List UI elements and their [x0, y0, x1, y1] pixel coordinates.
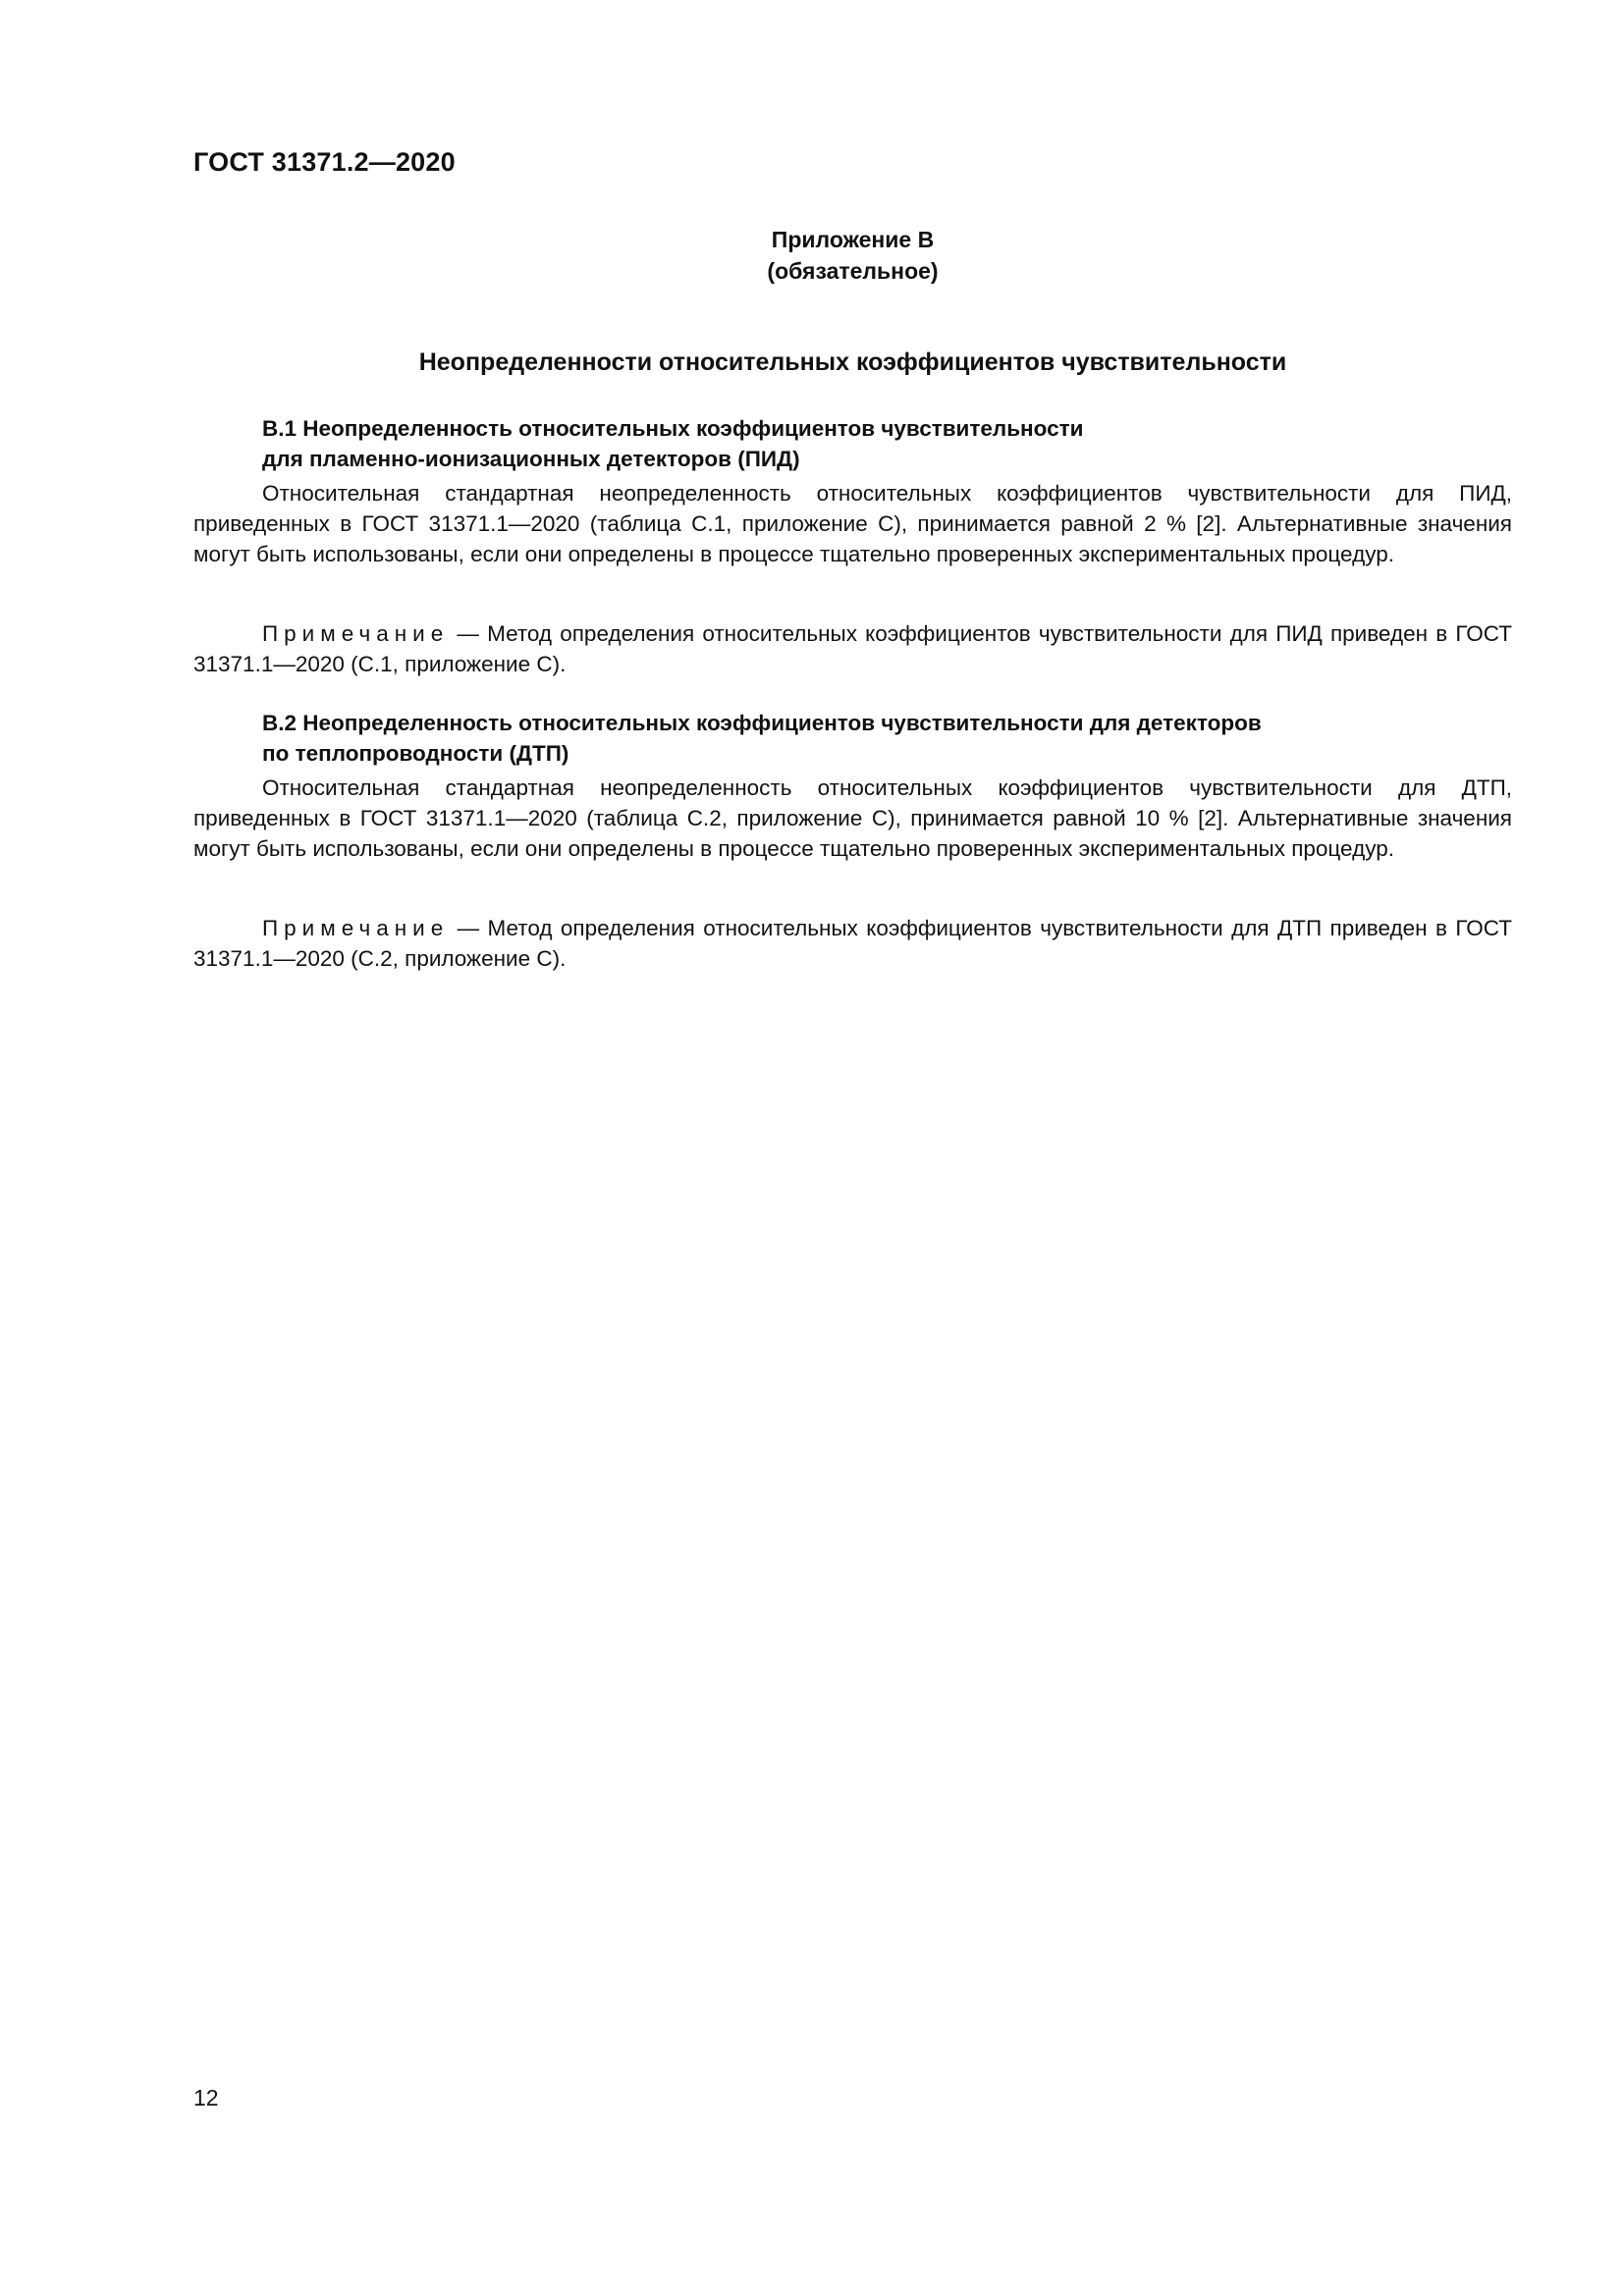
note-body: — Метод определения относительных коэффициентов чувствительности для ДТП приведен в ГОСТ 31371.1—2020 (С.2, приложение С). [193, 916, 1512, 971]
annex-status: (обязательное) [767, 258, 939, 284]
annex-title: Неопределенности относительных коэффициентов чувствительности [418, 348, 1287, 376]
section-paragraph [193, 773, 1512, 864]
section-note [193, 913, 1512, 974]
paragraph-text: Относительная стандартная неопределенность относительных коэффициентов чувствительности для ДТП, приведенных в ГОСТ 31371.1—2020 (таблица С.2, приложение С), принимается равной 10 % [2]. Альтернативные значения могут быть использованы, если они определены в процессе тщательно проверенных экспериментальных процедур. [193, 775, 1512, 861]
note-label: Примечание [262, 916, 450, 940]
section-note [193, 618, 1512, 679]
note-text [193, 618, 1512, 679]
note-body: — Метод определения относительных коэффициентов чувствительности для ПИД приведен в ГОСТ 31371.1—2020 (С.1, приложение С). [193, 621, 1512, 676]
section-heading-line: В.2 Неопределенность относительных коэффициентов чувствительности для детекторов [262, 711, 1262, 735]
section-heading-line: В.1 Неопределенность относительных коэффициентов чувствительности [262, 416, 1084, 441]
document-id: ГОСТ 31371.2—2020 [193, 147, 456, 177]
note-label: Примечание [262, 621, 450, 646]
annex-label: Приложение В [771, 227, 935, 252]
section-paragraph [193, 478, 1512, 569]
paragraph-text: Относительная стандартная неопределенность относительных коэффициентов чувствительности для ПИД, приведенных в ГОСТ 31371.1—2020 (таблица С.1, приложение С), принимается равной 2 % [2]. Альтернативные значения могут быть использованы, если они определены в процессе тщательно проверенных экспериментальных процедур. [193, 481, 1512, 566]
note-text [193, 913, 1512, 974]
document-body [193, 0, 1512, 2296]
section-heading-line: по теплопроводности (ДТП) [262, 741, 569, 766]
section-heading [193, 708, 1512, 769]
section-heading [193, 413, 1512, 474]
section-heading-line: для пламенно-ионизационных детекторов (ПИД) [262, 447, 800, 471]
page-number: 12 [193, 2085, 219, 2110]
